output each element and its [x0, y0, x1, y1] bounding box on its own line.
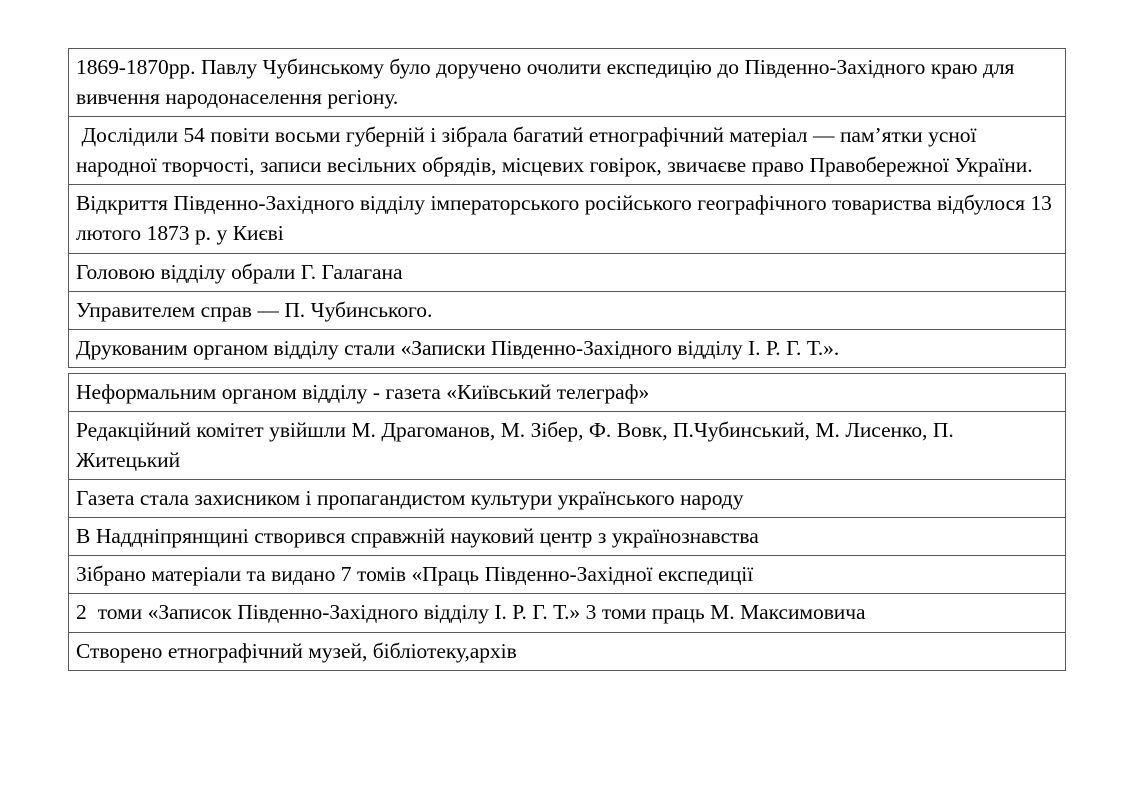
- table-row: [69, 253, 1066, 291]
- table-row: [69, 594, 1066, 632]
- table-row: [69, 411, 1066, 479]
- table-cell: 2 томи «Записок Південно-Західного відділу І. Р. Г. Т.» 3 томи праць М. Максимовича: [69, 594, 1066, 632]
- table-cell: Дослідили 54 повіти восьми губерній і зібрала багатий етнографічний матеріал — пам’ятки усної народної творчості, записи весільних обрядів, місцевих говірок, звичаєве право Правобережної України.: [69, 117, 1066, 185]
- table-row: [69, 632, 1066, 670]
- table-cell: Створено етнографічний музей, бібліотеку,архів: [69, 632, 1066, 670]
- table-row: [69, 556, 1066, 594]
- table-cell: Відкриття Південно-Західного відділу імператорського російського географічного товариства відбулося 13 лютого 1873 р. у Києві: [69, 185, 1066, 253]
- table-cell: Газета стала захисником і пропагандистом культури українського народу: [69, 480, 1066, 518]
- table-row: [69, 117, 1066, 185]
- table-row: [69, 49, 1066, 117]
- table-cell: Головою відділу обрали Г. Галагана: [69, 253, 1066, 291]
- table-row: [69, 480, 1066, 518]
- table-row: [69, 291, 1066, 329]
- table-row: [69, 329, 1066, 367]
- lower-table: [68, 373, 1066, 671]
- table-cell: Неформальним органом відділу - газета «Київський телеграф»: [69, 373, 1066, 411]
- table-cell: 1869-1870рр. Павлу Чубинському було доручено очолити експедицію до Південно-Західного краю для вивчення народонаселення регіону.: [69, 49, 1066, 117]
- table-row: [69, 373, 1066, 411]
- table-stack: [68, 48, 1066, 671]
- table-row: [69, 185, 1066, 253]
- table-cell: Друкованим органом відділу стали «Записки Південно-Західного відділу І. Р. Г. Т.».: [69, 329, 1066, 367]
- table-row: [69, 518, 1066, 556]
- table-cell: Управителем справ — П. Чубинського.: [69, 291, 1066, 329]
- upper-table: [68, 48, 1066, 368]
- table-cell: Редакційний комітет увійшли М. Драгоманов, М. Зібер, Ф. Вовк, П.Чубинський, М. Лисенко, П. Житецький: [69, 411, 1066, 479]
- table-cell: В Наддніпрянщині створився справжній науковий центр з українознавства: [69, 518, 1066, 556]
- table-cell: Зібрано матеріали та видано 7 томів «Праць Південно-Західної експедиції: [69, 556, 1066, 594]
